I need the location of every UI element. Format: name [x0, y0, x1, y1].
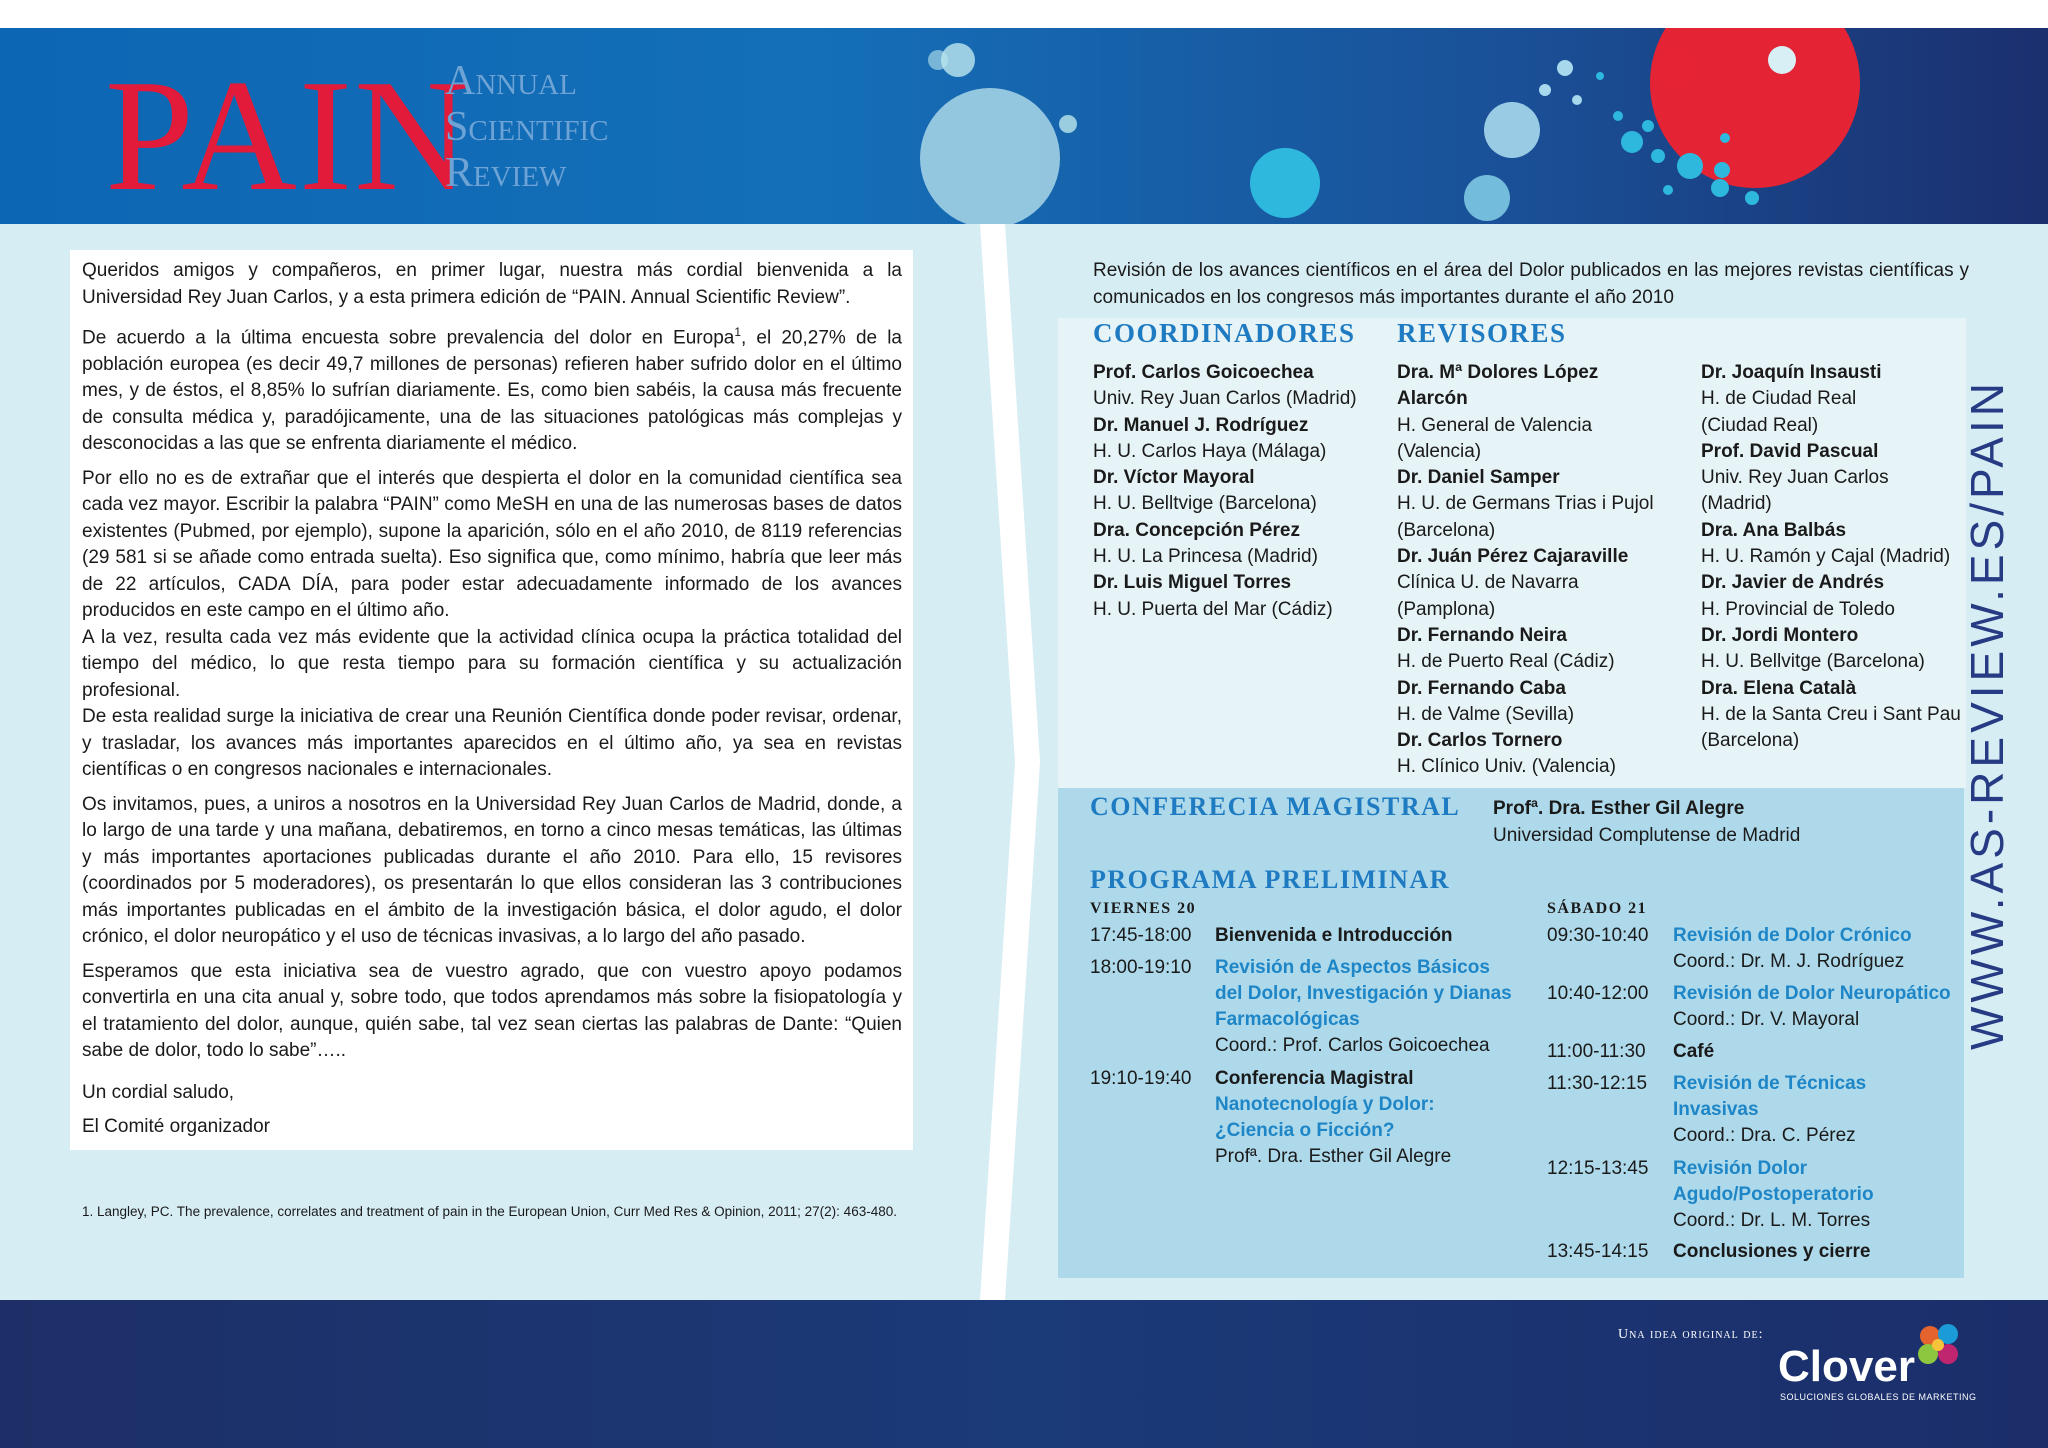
letter-text-run: , el 20,27% de la población europea (es decir 49,7 millones de personas) refieren haber sufrido dolor en el último mes, y de éstos, el 8,85% lo sufrían diariamente. Es, como bien sabéis, la causa más frecuente de consulta médica y, paradójicamente, una de las situaciones patológicas más complejas y desconocidas a las que se enfrenta diariamente el médico. — [82, 327, 902, 455]
letter-text-run: De acuerdo a la última encuesta sobre prevalencia del dolor en Europa — [82, 327, 735, 349]
event-speaker: Profª. Dra. Esther Gil Alegre — [1215, 1146, 1452, 1167]
event-title: Revisión de Dolor Neuropático — [1673, 983, 1951, 1004]
event-title: Conferencia Magistral — [1215, 1068, 1414, 1089]
day-label-sabado: SÁBADO 21 — [1547, 900, 1648, 917]
person-affiliation: H. U. Carlos Haya (Málaga) — [1093, 440, 1327, 462]
schedule-event — [1673, 923, 1963, 975]
conferencia-title: CONFERECIA MAGISTRAL — [1090, 792, 1461, 821]
person-affiliation: (Pamplona) — [1397, 598, 1496, 620]
closing-greeting: Un cordial saludo, — [82, 1082, 235, 1103]
schedule-event — [1673, 981, 1963, 1033]
letter-closing — [82, 1076, 782, 1144]
schedule-event — [1215, 1066, 1535, 1170]
logo-line-review: Review — [445, 150, 567, 196]
day-label-viernes: VIERNES 20 — [1090, 900, 1197, 917]
person-affiliation: Univ. Rey Juan Carlos (Madrid) — [1093, 388, 1357, 410]
logo-pain: PAIN — [105, 46, 472, 224]
person-name: Dr. Luis Miguel Torres — [1093, 572, 1292, 594]
person-name: Dr. Javier de Andrés — [1701, 572, 1885, 594]
person-name: Dr. Víctor Mayoral — [1093, 467, 1255, 489]
footer-idea-text: Una idea original de: — [1618, 1327, 1764, 1342]
letter-paragraph: A la vez, resulta cada vez más evidente que la actividad clínica ocupa la práctica totalidad del tiempo del médico, lo que resta tiempo para su formación científica y su actualización profesional. — [82, 626, 902, 701]
right-intro: Revisión de los avances científicos en el área del Dolor publicados en las mejores revistas científicas y comunicados en los congresos más importantes durante el año 2010 — [1093, 260, 1969, 308]
clover-tagline: SOLUCIONES GLOBALES DE MARKETING — [1780, 1392, 1977, 1402]
logo-line-scientific: Scientific — [445, 104, 609, 150]
person-affiliation: H. U. Puerta del Mar (Cádiz) — [1093, 598, 1333, 620]
person-name: Dr. Manuel J. Rodríguez — [1093, 414, 1309, 436]
person-name: Dr. Juán Pérez Cajaraville — [1397, 546, 1629, 568]
letter-paragraph: De esta realidad surge la iniciativa de crear una Reunión Científica donde poder revisar, ordenar, y trasladar, los avances más importantes aparecidos en el último año, ya sea en revistas científicas o en congresos nacionales e internacionales. — [82, 706, 902, 781]
footnote-marker: 1 — [734, 325, 742, 339]
person-affiliation: H. de Puerto Real (Cádiz) — [1397, 651, 1615, 673]
person-affiliation: (Barcelona) — [1397, 519, 1496, 541]
conferencia-affiliation: Universidad Complutense de Madrid — [1493, 825, 1801, 846]
event-title: Invasivas — [1673, 1099, 1759, 1120]
person-affiliation: Univ. Rey Juan Carlos (Madrid) — [1701, 467, 1889, 515]
event-coordinator: Coord.: Dr. M. J. Rodríguez — [1673, 951, 1905, 972]
letter-paragraph: Por ello no es de extrañar que el interés que despierta el dolor en la comunidad científica sea cada vez mayor. Escribir la palabra “PAIN” como MeSH en una de las numerosas bases de datos existentes (Pubmed, por ejemplo), supone la aparición, sólo en el año 2010, de 8119 referencias (29 581 si se añade como entrada suelta). Eso significa que, como mínimo, habría que leer más de 22 artículos, CADA DÍA, para poder estar adecuadamente informado de los avances producidos en este campo en el último año. — [82, 467, 902, 622]
event-title: Nanotecnología y Dolor: — [1215, 1094, 1435, 1115]
person-affiliation: H. U. Belltvige (Barcelona) — [1093, 493, 1317, 515]
letter-paragraph — [82, 319, 902, 458]
header-banner — [0, 28, 2048, 224]
person-name: Dra. Ana Balbás — [1701, 519, 1847, 541]
event-title: ¿Ciencia o Ficción? — [1215, 1120, 1395, 1141]
person-affiliation: H. de la Santa Creu i Sant Pau — [1701, 703, 1961, 725]
letter-text — [82, 258, 902, 1073]
schedule-time: 12:15-13:45 — [1547, 1158, 1649, 1179]
person-affiliation: H. de Ciudad Real — [1701, 388, 1857, 410]
coordinadores-list — [1093, 360, 1383, 623]
schedule-event — [1673, 1156, 1963, 1234]
website-url[interactable]: WWW.AS-REVIEW.ES/PAIN — [1961, 379, 2013, 1050]
logo-subtitle — [445, 58, 645, 196]
event-title: Café — [1673, 1041, 1715, 1062]
event-coordinator: Coord.: Dr. L. M. Torres — [1673, 1210, 1871, 1231]
schedule-time: 11:00-11:30 — [1547, 1041, 1646, 1062]
event-title: Agudo/Postoperatorio — [1673, 1184, 1874, 1205]
letter-paragraph: Os invitamos, pues, a uniros a nosotros en la Universidad Rey Juan Carlos de Madrid, donde, a lo largo de una tarde y una mañana, debatiremos, en torno a cinco mesas temáticas, las últimas y más importantes aportaciones publicadas durante el año 2010. Para ello, 15 revisores (coordinados por 5 moderadores), os presentarán lo que ellos consideran las 3 contribuciones más importantes publicadas en el ámbito de la investigación básica, el dolor agudo, el dolor crónico, el dolor neuropático y el uso de técnicas invasivas, a lo largo del año pasado. — [82, 793, 902, 948]
person-affiliation: (Barcelona) — [1701, 730, 1800, 752]
person-name: Dra. Concepción Pérez — [1093, 519, 1300, 541]
person-affiliation: (Ciudad Real) — [1701, 414, 1819, 436]
schedule-time: 11:30-12:15 — [1547, 1073, 1648, 1094]
event-title: Revisión Dolor — [1673, 1158, 1808, 1179]
event-coordinator: Coord.: Dr. V. Mayoral — [1673, 1009, 1860, 1030]
event-coordinator: Coord.: Dra. C. Pérez — [1673, 1125, 1856, 1146]
footnote: 1. Langley, PC. The prevalence, correlates and treatment of pain in the European Union, Curr Med Res & Opinion, 2011; 27(2): 463-480. — [82, 1204, 897, 1219]
schedule-event — [1215, 923, 1453, 949]
person-name: Dr. Carlos Tornero — [1397, 730, 1563, 752]
person-name: Dr. Daniel Samper — [1397, 467, 1560, 489]
schedule-time: 09:30-10:40 — [1547, 925, 1649, 946]
closing-signature: El Comité organizador — [82, 1116, 270, 1137]
event-title: Farmacológicas — [1215, 1009, 1360, 1030]
logo-line-annual: Annual — [445, 58, 577, 104]
schedule-time: 18:00-19:10 — [1090, 957, 1192, 978]
person-affiliation: H. U. de Germans Trias i Pujol — [1397, 493, 1654, 515]
person-name: Dr. Jordi Montero — [1701, 624, 1859, 646]
revisores-title: REVISORES — [1397, 318, 1567, 348]
schedule-time: 10:40-12:00 — [1547, 983, 1649, 1004]
person-affiliation: H. General de Valencia — [1397, 414, 1593, 436]
schedule-time: 13:45-14:15 — [1547, 1241, 1649, 1262]
schedule-event — [1673, 1239, 1870, 1265]
event-title: Revisión de Técnicas — [1673, 1073, 1867, 1094]
letter-paragraph: Queridos amigos y compañeros, en primer lugar, nuestra más cordial bienvenida a la Universidad Rey Juan Carlos, y a esta primera edición de “PAIN. Annual Scientific Review”. — [82, 260, 902, 308]
event-title: Revisión de Aspectos Básicos — [1215, 957, 1490, 978]
event-title: Bienvenida e Introducción — [1215, 925, 1453, 946]
person-name: Dr. Fernando Neira — [1397, 624, 1567, 646]
revisores-list-1 — [1397, 360, 1697, 781]
schedule-time: 19:10-19:40 — [1090, 1068, 1192, 1089]
programa-title: PROGRAMA PRELIMINAR — [1090, 865, 1450, 894]
event-coordinator: Coord.: Prof. Carlos Goicoechea — [1215, 1035, 1490, 1056]
person-affiliation: H. U. Ramón y Cajal (Madrid) — [1701, 546, 1951, 568]
revisores-list-2 — [1701, 360, 1961, 754]
schedule-event — [1215, 955, 1535, 1059]
event-title: Conclusiones y cierre — [1673, 1241, 1871, 1262]
person-affiliation: H. U. Bellvitge (Barcelona) — [1701, 651, 1925, 673]
person-name: Dr. Fernando Caba — [1397, 677, 1566, 699]
clover-logo: Clover — [1778, 1342, 1915, 1391]
schedule-event — [1673, 1039, 1714, 1065]
person-name: Dra. Elena Català — [1701, 677, 1857, 699]
person-name: Prof. David Pascual — [1701, 440, 1879, 462]
person-affiliation: H. Clínico Univ. (Valencia) — [1397, 756, 1616, 778]
person-name: Dr. Joaquín Insausti — [1701, 362, 1882, 383]
person-affiliation: H. U. La Princesa (Madrid) — [1093, 546, 1318, 568]
person-affiliation: Clínica U. de Navarra — [1397, 572, 1579, 594]
person-name: Prof. Carlos Goicoechea — [1093, 362, 1314, 383]
person-affiliation: H. de Valme (Sevilla) — [1397, 703, 1575, 725]
divider-chevron — [960, 224, 1060, 1300]
schedule-time: 17:45-18:00 — [1090, 925, 1192, 946]
conferencia-speaker: Profª. Dra. Esther Gil Alegre — [1493, 798, 1745, 819]
event-title: Revisión de Dolor Crónico — [1673, 925, 1912, 946]
person-affiliation: H. Provincial de Toledo — [1701, 598, 1895, 620]
letter-paragraph: Esperamos que esta iniciativa sea de vuestro agrado, que con vuestro apoyo podamos convertirla en una cita anual y, sobre todo, que todos aprendamos más sobre la fisiopatología y el tratamiento del dolor, aunque, quién sabe, tal vez sean ciertas las palabras de Dante: “Quien sabe de dolor, todo lo sabe”….. — [82, 960, 902, 1062]
clover-petals-icon — [1910, 1318, 1966, 1374]
footer-band — [0, 1300, 2048, 1448]
schedule-event — [1673, 1071, 1963, 1149]
person-affiliation: (Valencia) — [1397, 440, 1482, 462]
event-title: del Dolor, Investigación y Dianas — [1215, 983, 1512, 1004]
coordinadores-title: COORDINADORES — [1093, 318, 1356, 348]
person-name: Dra. Mª Dolores López — [1397, 362, 1599, 383]
person-name: Alarcón — [1397, 388, 1468, 410]
